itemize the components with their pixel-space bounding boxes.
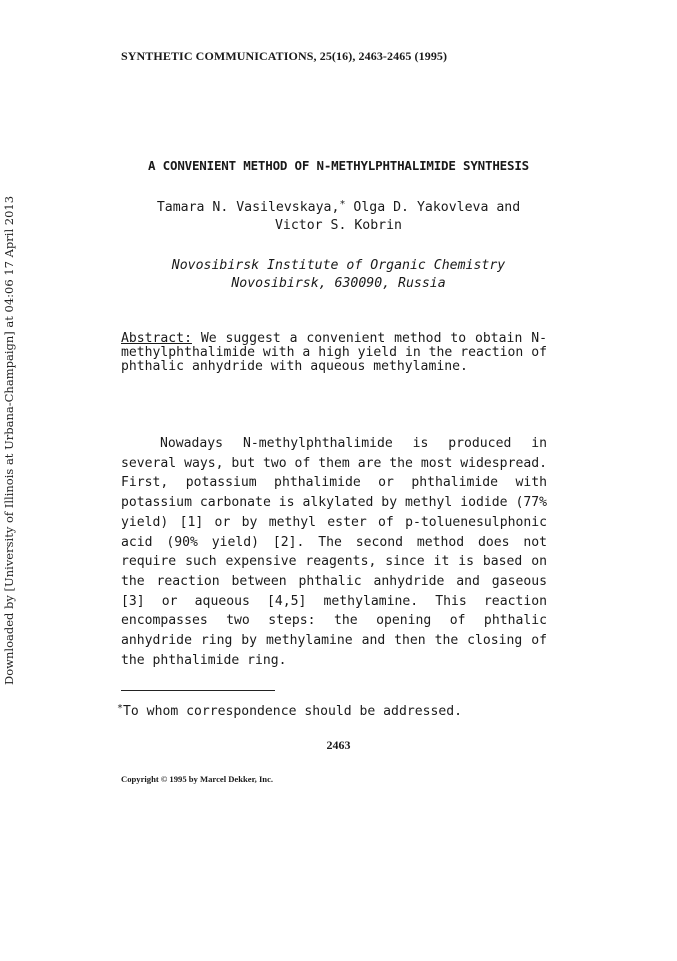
author-names-b: Olga D. Yakovleva and [345,200,521,215]
abstract-label: Abstract: [121,331,192,346]
author-names-a: Tamara N. Vasilevskaya, [156,200,340,215]
authors-line-1 [0,199,677,215]
download-watermark: Downloaded by [University of Illinois at Urbana-Champaign] at 04:06 17 April 2013 [2,195,16,685]
footnote-divider [121,690,275,691]
journal-header: SYNTHETIC COMMUNICATIONS, 25(16), 2463-2465 (1995) [121,49,448,63]
footnote-text: To whom correspondence should be addressed. [123,704,463,719]
body-paragraph: Nowadays N-methylphthalimide is produced in several ways, but two of them are the most widespread. First, potassium phthalimide or phthalimide with potassium carbonate is alkylated by methyl iodide (77% yield) [1] or by methyl ester of p-toluenesulphonic acid (90% yield) [2]. The second method does not require such expensive reagents, since it is based on the reaction between phthalic anhydride and gaseous [3] or aqueous [4,5] methylamine. This reaction encompasses two steps: the opening of phthalic anhydride ring by methylamine and then the closing of the phthalimide ring. [121,436,547,668]
authors-line-2: Victor S. Kobrin [274,218,403,233]
copyright-notice: Copyright © 1995 by Marcel Dekker, Inc. [121,774,274,784]
footnote [117,703,462,719]
affiliation-institute: Novosibirsk Institute of Organic Chemistry [171,258,506,273]
corresponding-author-marker: * [339,199,346,210]
paper-title: A CONVENIENT METHOD OF N-METHYLPHTHALIMIDE SYNTHESIS [148,158,529,173]
abstract [121,332,547,374]
footnote-marker: * [117,703,124,714]
page-number: 2463 [326,738,351,752]
abstract-text: We suggest a convenient method to obtain N-methylphthalimide with a high yield in the reaction of phthalic anhydride with aqueous methylamine. [121,331,547,374]
affiliation-city: Novosibirsk, 630090, Russia [231,276,446,291]
